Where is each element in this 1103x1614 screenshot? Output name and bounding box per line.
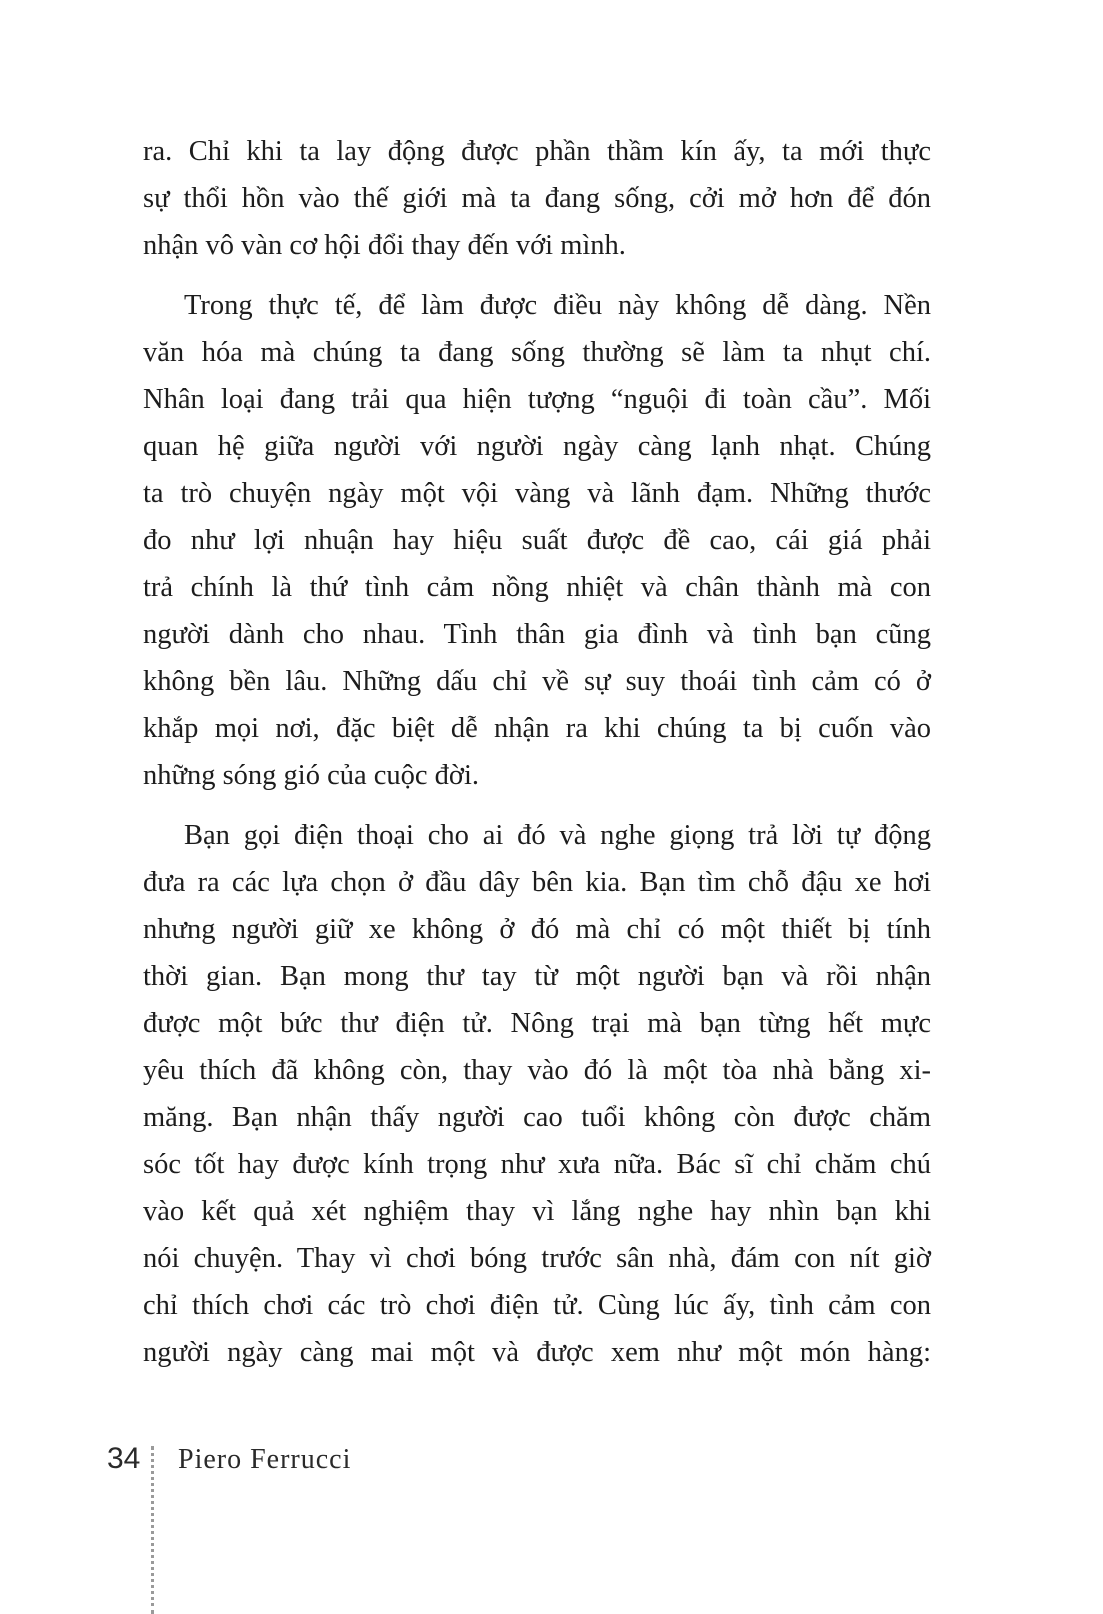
text-line: đo như lợi nhuận hay hiệu suất được đề cao, cái giá phải (143, 525, 931, 556)
text-line: măng. Bạn nhận thấy người cao tuổi không còn được chăm (143, 1102, 931, 1133)
text-line: đưa ra các lựa chọn ở đầu dây bên kia. Bạn tìm chỗ đậu xe hơi (143, 867, 931, 898)
text-line: không bền lâu. Những dấu chỉ về sự suy thoái tình cảm có ở (143, 666, 931, 697)
footer-author: Piero Ferrucci (178, 1444, 352, 1475)
text-line: trả chính là thứ tình cảm nồng nhiệt và chân thành mà con (143, 572, 931, 603)
text-line: Nhân loại đang trải qua hiện tượng “nguội đi toàn cầu”. Mối (143, 384, 931, 415)
body-text (143, 128, 931, 1389)
page-footer (0, 1438, 1103, 1614)
text-line: người dành cho nhau. Tình thân gia đình và tình bạn cũng (143, 619, 931, 650)
text-line: những sóng gió của cuộc đời. (143, 760, 480, 791)
text-line: yêu thích đã không còn, thay vào đó là một tòa nhà bằng xi- (143, 1055, 931, 1086)
footer-dotted-divider (151, 1446, 154, 1614)
text-line: sự thổi hồn vào thế giới mà ta đang sống, cởi mở hơn để đón (143, 183, 931, 214)
text-line: nhưng người giữ xe không ở đó mà chỉ có một thiết bị tính (143, 914, 931, 945)
text-line: thời gian. Bạn mong thư tay từ một người bạn và rồi nhận (143, 961, 931, 992)
text-line: Trong thực tế, để làm được điều này không dễ dàng. Nền (184, 290, 931, 321)
paragraph (143, 812, 931, 1376)
text-line: chỉ thích chơi các trò chơi điện tử. Cùng lúc ấy, tình cảm con (143, 1290, 931, 1321)
page-number: 34 (107, 1442, 141, 1475)
text-line: quan hệ giữa người với người ngày càng lạnh nhạt. Chúng (143, 431, 931, 462)
text-line: vào kết quả xét nghiệm thay vì lắng nghe hay nhìn bạn khi (143, 1196, 931, 1227)
text-line: người ngày càng mai một và được xem như một món hàng: (143, 1337, 931, 1368)
text-line: ra. Chỉ khi ta lay động được phần thầm kín ấy, ta mới thực (143, 136, 931, 167)
text-line: ta trò chuyện ngày một vội vàng và lãnh đạm. Những thước (143, 478, 931, 509)
paragraph (143, 128, 931, 269)
text-line: khắp mọi nơi, đặc biệt dễ nhận ra khi chúng ta bị cuốn vào (143, 713, 931, 744)
text-line: sóc tốt hay được kính trọng như xưa nữa. Bác sĩ chỉ chăm chú (143, 1149, 931, 1180)
text-line: văn hóa mà chúng ta đang sống thường sẽ làm ta nhụt chí. (143, 337, 931, 368)
paragraph (143, 282, 931, 799)
text-line: Bạn gọi điện thoại cho ai đó và nghe giọng trả lời tự động (184, 820, 931, 851)
text-line: được một bức thư điện tử. Nông trại mà bạn từng hết mực (143, 1008, 931, 1039)
text-line: nói chuyện. Thay vì chơi bóng trước sân nhà, đám con nít giờ (143, 1243, 931, 1274)
text-line: nhận vô vàn cơ hội đổi thay đến với mình. (143, 230, 626, 261)
